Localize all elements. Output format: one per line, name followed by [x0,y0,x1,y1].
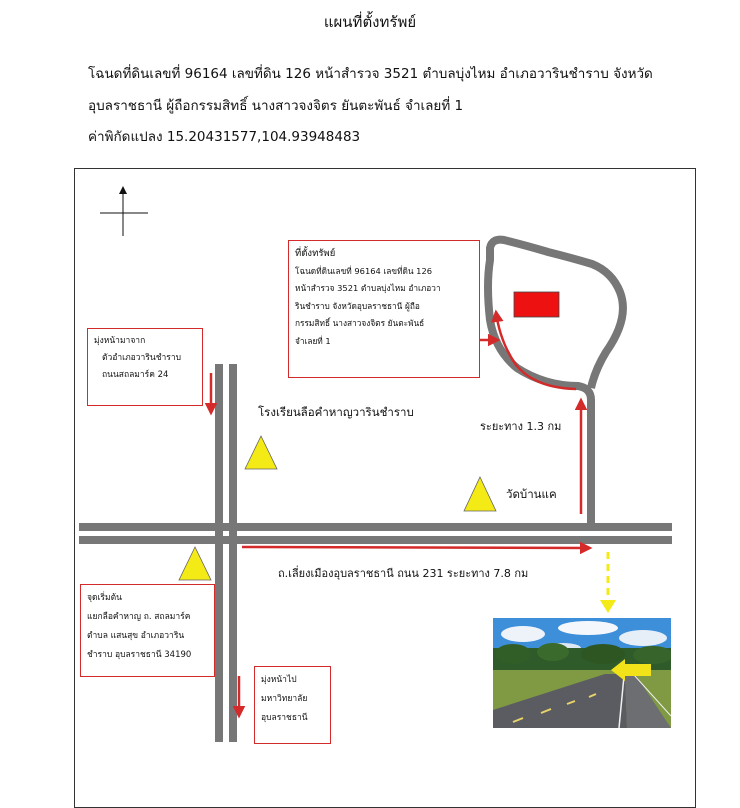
destination-direction-box [254,666,331,744]
road-231-label: ถ.เลี่ยงเมืองอุบลราชธานี ถนน 231 ระยะทาง 7.8 กม [278,567,529,580]
property-box-line: รินชำราบ จังหวัดอุบลราชธานี ผู้ถือ [295,300,420,311]
temple-label: วัดบ้านแค [506,487,557,501]
school-label: โรงเรียนลือคำหาญวารินชำราบ [258,405,414,419]
landmark-school-icon [245,436,277,469]
landmark-temple-icon [464,477,496,511]
property-box-title: ที่ตั้งทรัพย์ [295,248,336,259]
deed-info-line-1: โฉนดที่ดินเลขที่ 96164 เลขที่ดิน 126 หน้าสำรวจ 3521 ตำบลบุ่งไหม อำเภอวารินชำราบ จังหวัด [88,66,653,82]
destination-box-line: อุบลราชธานี [261,713,308,723]
start-box-line: แยกลือคำหาญ ถ. สถลมาร์ค [87,612,191,622]
access-road [488,240,623,524]
route-arrow-along-231 [242,547,590,548]
destination-box-line: มหาวิทยาลัย [261,694,308,704]
road-sathonlamark [219,364,233,742]
start-box-line: ตำบล แสนสุข อำเภอวาริน [87,631,185,641]
destination-box-line: มุ่งหน้าไป [261,675,297,685]
photo-guide-arrowhead [600,600,616,613]
property-box-line: จำเลยที่ 1 [295,335,331,346]
landmark-junction-icon [179,547,211,580]
start-point-box [80,584,215,677]
start-box-line: จุดเริ่มต้น [87,593,122,603]
origin-box-line: มุ่งหน้ามาจาก [94,336,146,346]
origin-box-line: ตัวอำเภอวารินชำราบ [102,353,181,363]
road-231-bypass [79,527,672,540]
property-marker [514,292,559,317]
origin-direction-box [87,328,203,406]
property-box-line: กรรมสิทธิ์ นางสาวจงจิตร ยันตะพันธ์ [295,318,425,328]
start-box-line: ชำราบ อุบลราชธานี 34190 [87,650,192,660]
deed-info-line-2: อุบลราชธานี ผู้ถือกรรมสิทธิ์ นางสาวจงจิตร ยันตะพันธ์ จำเลยที่ 1 [88,98,464,114]
coordinates-line: ค่าพิกัดแปลง 15.20431577,104.93948483 [88,129,361,145]
street-view-photo [493,618,671,728]
distance-label: ระยะทาง 1.3 กม [480,420,562,433]
north-arrow-icon [100,186,148,236]
property-box-line: หน้าสำรวจ 3521 ตำบลบุ่งไหม อำเภอวา [295,283,441,293]
origin-box-line: ถนนสถลมาร์ค 24 [102,370,169,380]
property-box-line: โฉนดที่ดินเลขที่ 96164 เลขที่ดิน 126 [295,265,433,276]
page-title: แผนที่ตั้งทรัพย์ [323,13,417,31]
property-info-box [288,240,480,378]
